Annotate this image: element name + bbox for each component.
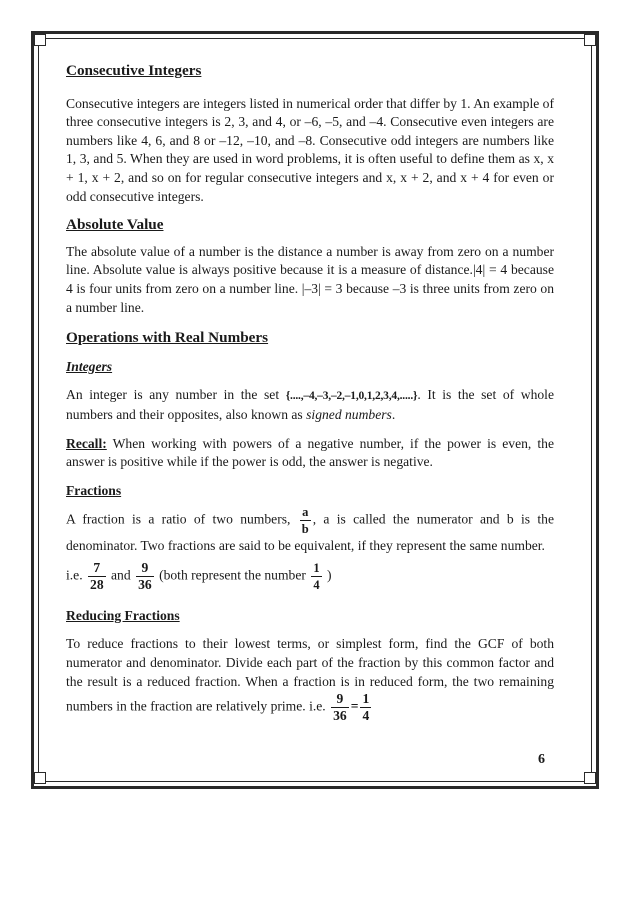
paragraph-integers xyxy=(66,386,554,424)
recall-text: When working with powers of a negative number, if the power is even, the answer is positive while if the power is odd, the answer is negative. xyxy=(66,435,554,470)
reducing-example-prefix: i.e. xyxy=(309,698,326,714)
fraction-denominator: 36 xyxy=(333,708,347,724)
fraction-numerator: 7 xyxy=(93,559,101,575)
heading-absolute-value: Absolute Value xyxy=(66,216,164,234)
fraction-numerator: 1 xyxy=(362,691,370,707)
paragraph-recall xyxy=(66,435,554,472)
fraction-9-over-36-reduce xyxy=(331,691,349,724)
fraction-denominator: 36 xyxy=(138,576,152,592)
heading-fractions: Fractions xyxy=(66,482,122,498)
fraction-denominator: 4 xyxy=(313,577,320,592)
heading-integers: Integers xyxy=(66,358,113,374)
heading-consecutive-integers: Consecutive Integers xyxy=(66,62,202,79)
recall-label: Recall: xyxy=(66,435,107,451)
page-content xyxy=(66,62,554,724)
and-word: and xyxy=(111,567,131,583)
paragraph-consecutive-integers: Consecutive integers are integers listed in numerical order that differ by 1. An example of three consecutive integers is 2, 3, and 4, or –6, –5, and –4. Consecutive even integers are numbers like 4, 6, and 8 or –12, –10, and –8. Consecutive odd integers are numbers like 1, 3, and 5. When they are used in word problems, it is often useful to define them as x, x + 1, x + 2, and so on for regular consecutive integers and x, x + 2, and x + 4 for even or odd consecutive integers. xyxy=(66,95,554,204)
signed-numbers-term: signed numbers xyxy=(306,406,392,422)
fraction-numerator: 9 xyxy=(141,559,149,575)
heading-reducing-fractions: Reducing Fractions xyxy=(66,607,180,623)
example-paren-close: ) xyxy=(326,567,332,583)
fractions-text-end: , a is called the numerator and b is the denominator. Two fractions are said to be equivalent, if they represent the same number. xyxy=(66,511,554,554)
border-corner-ornament xyxy=(584,772,596,784)
integers-text-mid: . It is the set of whole numbers and their opposites, also known as xyxy=(66,387,554,422)
example-prefix: i.e. xyxy=(66,567,83,583)
paragraph-fractions xyxy=(66,504,554,556)
fraction-denominator: 4 xyxy=(362,708,370,724)
example-paren-text: (both represent the number xyxy=(159,567,306,583)
fraction-numerator: 1 xyxy=(313,560,320,575)
integer-set: {....,–4,–3,–2,–1,0,1,2,3,4,.....} xyxy=(285,390,418,403)
fraction-a-over-b xyxy=(300,504,311,537)
border-corner-ornament xyxy=(584,34,596,46)
paragraph-absolute-value: The absolute value of a number is the distance a number is away from zero on a number line. Absolute value is always positive because it is a measure of distance.|4| = 4 because 4 is four units from zero on a number line. |–3| = 3 because –3 is three units from zero on a number line. xyxy=(66,243,554,315)
fraction-equivalence-example xyxy=(66,560,554,593)
fractions-text-start: A fraction is a ratio of two numbers, xyxy=(66,511,298,527)
page-number: 6 xyxy=(538,752,545,767)
fraction-denominator: b xyxy=(301,522,309,537)
fraction-9-over-36 xyxy=(136,560,154,593)
reducing-text: To reduce fractions to their lowest terms, or simplest form, find the GCF of both numerator and denominator. Divide each part of the fraction by this common factor and the result is a reduced fraction. When a fraction is in reduced form, the two remaining numbers in the fraction are relatively prime. xyxy=(66,636,554,714)
fraction-numerator: 9 xyxy=(336,691,344,707)
border-corner-ornament xyxy=(34,34,46,46)
equals-sign: = xyxy=(350,698,359,714)
fraction-numerator: a xyxy=(302,505,309,520)
border-corner-ornament xyxy=(34,772,46,784)
integers-text-start: An integer is any number in the set xyxy=(66,387,286,403)
fraction-7-over-28 xyxy=(88,560,106,593)
paragraph-reducing-fractions xyxy=(66,635,554,724)
fraction-1-over-4 xyxy=(311,560,321,593)
fraction-denominator: 28 xyxy=(90,576,104,592)
heading-operations-real-numbers: Operations with Real Numbers xyxy=(66,329,269,347)
fraction-1-over-4-reduce xyxy=(360,691,371,724)
integers-text-end: . xyxy=(391,406,396,422)
